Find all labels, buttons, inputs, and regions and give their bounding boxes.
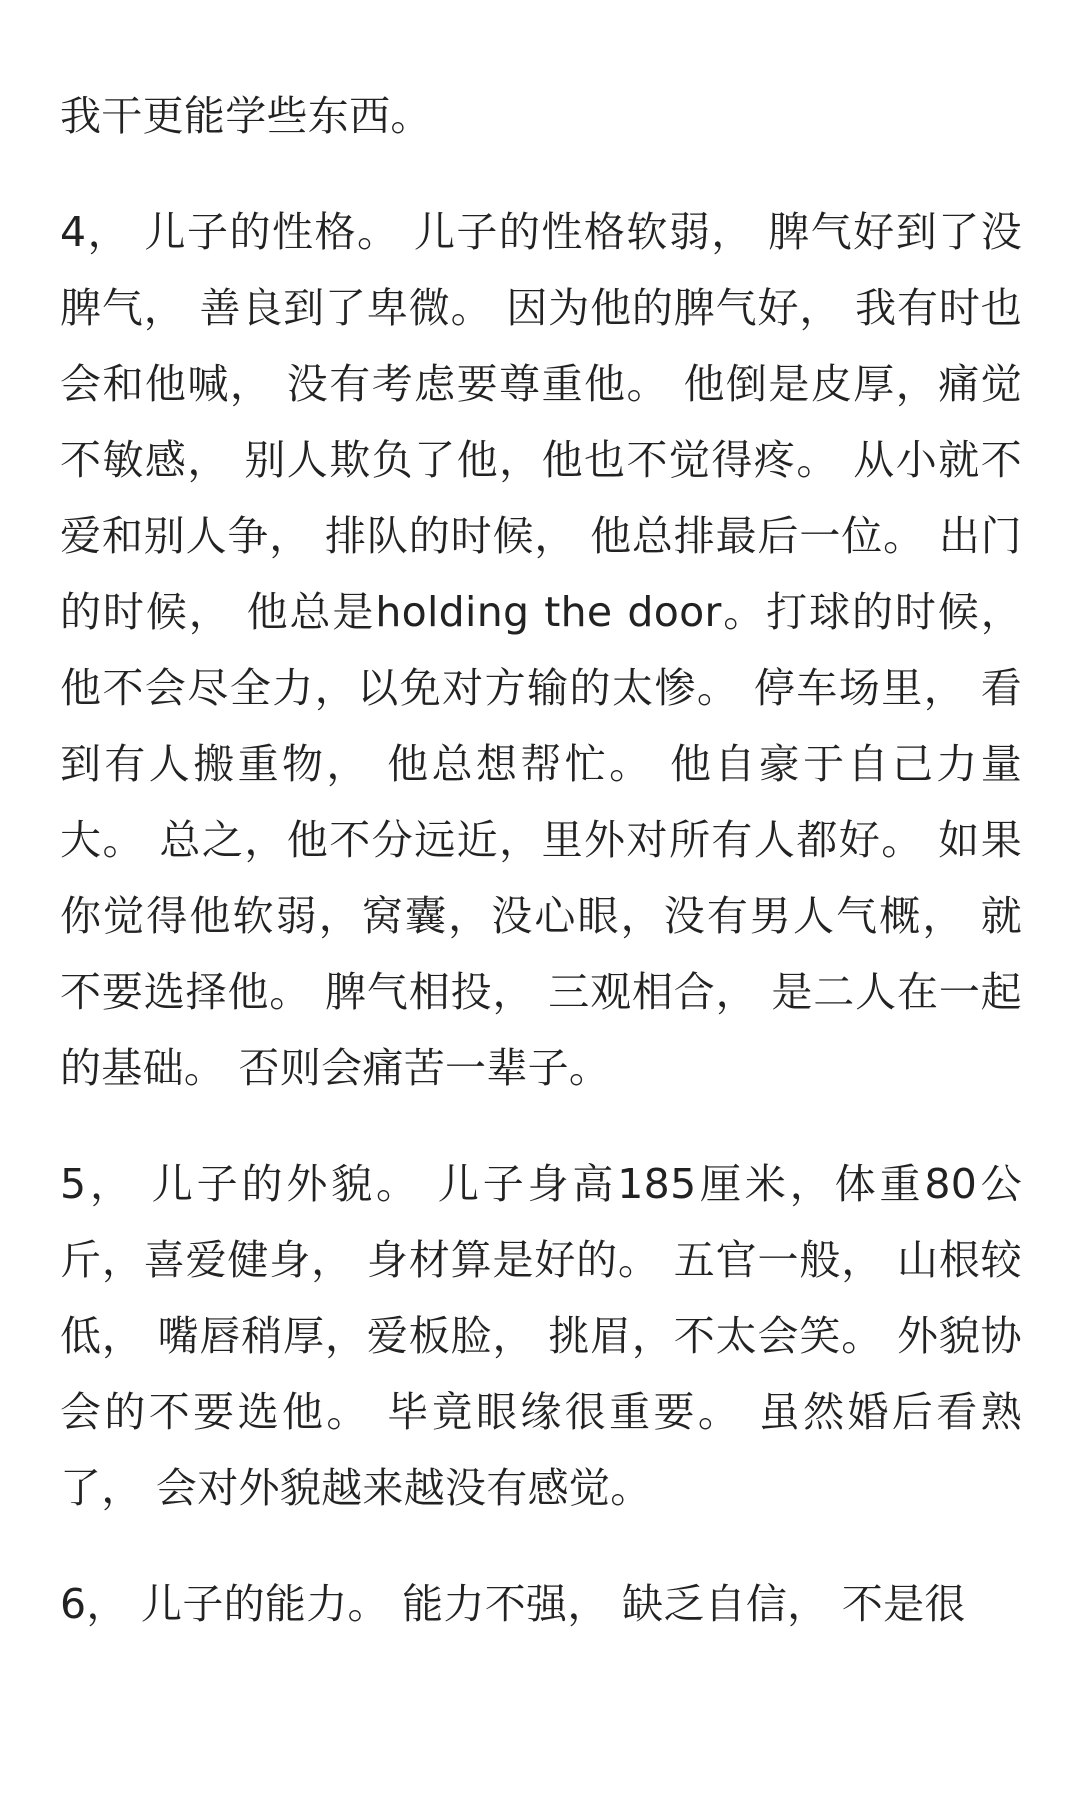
article-body xyxy=(60,78,1022,1642)
paragraph-gap xyxy=(60,1106,1022,1146)
paragraph-intro-tail: 我干更能学些东西。 xyxy=(60,92,432,140)
paragraph-personality: 4， 儿子的性格。 儿子的性格软弱， 脾气好到了没脾气， 善良到了卑微。 因为他的脾气好， 我有时也会和他喊， 没有考虑要尊重他。 他倒是皮厚，痛觉不敏感， 别人欺负了他，他也不觉得疼。 从小就不爱和别人争， 排队的时候， 他总排最后一位。 出门的时候， 他总是holding the door。打球的时候， 他不会尽全力，以免对方输的太惨。 停车场里， 看到有人搬重物， 他总想帮忙。 他自豪于自己力量大。 总之，他不分远近，里外对所有人都好。 如果你觉得他软弱，窝囊，没心眼，没有男人气概， 就不要选择他。 脾气相投， 三观相合， 是二人在一起的基础。 否则会痛苦一辈子。 xyxy=(60,208,1022,1092)
paragraph-gap xyxy=(60,1526,1022,1566)
paragraph-ability: 6， 儿子的能力。 能力不强， 缺乏自信， 不是很 xyxy=(60,1580,966,1628)
paragraph-appearance: 5， 儿子的外貌。 儿子身高185厘米，体重80公斤，喜爱健身， 身材算是好的。 五官一般， 山根较低， 嘴唇稍厚，爱板脸， 挑眉，不太会笑。 外貌协会的不要选他。 毕竟眼缘很重要。 虽然婚后看熟了， 会对外貌越来越没有感觉。 xyxy=(60,1160,1022,1512)
paragraph-gap xyxy=(60,154,1022,194)
